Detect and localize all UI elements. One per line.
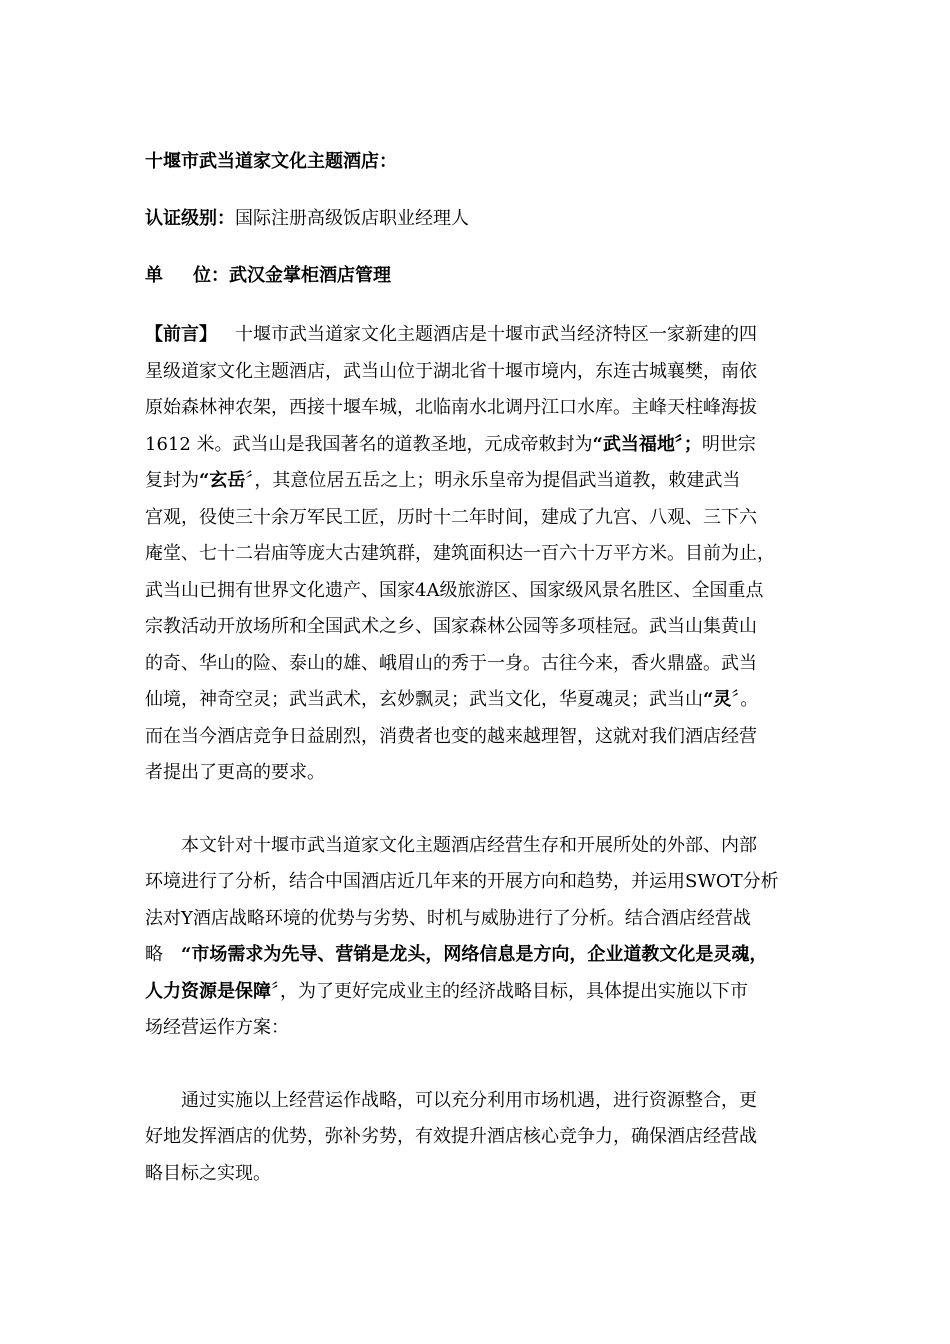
analysis-line-6: 场经营运作方案：	[145, 1017, 289, 1038]
preface-line-8: 武当山已拥有世界文化遗产、国家4A级旅游区、国家级风景名胜区、全国重点	[145, 579, 764, 601]
preface-line-10: 的奇、华山的险、泰山的雄、峨眉山的秀于一身。古往今来，香火鼎盛。武当	[145, 652, 757, 674]
preface-line-11	[145, 682, 810, 719]
unit-label-a: 单	[145, 265, 163, 286]
bold-phrase: “武当福地〞；	[592, 433, 702, 455]
preface-tag: 【前言】	[145, 324, 217, 345]
analysis-text: 略	[145, 944, 163, 965]
strategy-slogan: “市场需求为先导、营销是龙头，网络信息是方向，企业道教文化是灵魂，	[181, 944, 768, 965]
bold-phrase: “灵	[703, 689, 732, 710]
preface-line-3: 原始森林神农架，西接十堰车城，北临南水北调丹江口水库。主峰天柱峰海拔	[145, 397, 757, 418]
strategy-slogan-end: 人力资源是保障	[145, 980, 271, 1002]
unit-line	[145, 262, 810, 290]
preface-line-9: 宗教活动开放场所和全国武术之乡、国家森林公园等多项桂冠。武当山集黄山	[145, 616, 757, 637]
preface-line-2: 星级道家文化主题酒店，武当山位于湖北省十堰市境内，东连古城襄樊，南依	[145, 360, 757, 382]
preface-text: 复封为	[145, 470, 199, 491]
conclusion-line-1: 通过实施以上经营运作战略，可以充分利用市场机遇，进行资源整合，更	[181, 1089, 757, 1111]
analysis-line-1: 本文针对十堰市武当道家文化主题酒店经营生存和开展所处的外部、内部	[181, 834, 757, 856]
analysis-line-3: 法对Y酒店战略环境的优势与劣势、时机与威胁进行了分析。结合酒店经营战	[145, 907, 751, 929]
certification-label: 认证级别：	[145, 208, 235, 229]
analysis-paragraph	[145, 828, 810, 1047]
preface-line-1	[145, 317, 810, 354]
document-title: 十堰市武当道家文化主题酒店：	[145, 151, 397, 172]
certification-value: 国际注册高级饭店职业经理人	[235, 208, 469, 229]
analysis-text: 〞，为了更好完成业主的经济战略目标，具体提出实施以下市	[271, 980, 748, 1002]
preface-line-7: 庵堂、七十二岩庙等庞大古建筑群，建筑面积达一百六十万平方米。目前为止，	[145, 543, 775, 564]
preface-line-5	[145, 463, 810, 500]
conclusion-line-3: 略目标之实现。	[145, 1162, 271, 1184]
preface-line-13: 者提出了更高的要求。	[145, 762, 325, 783]
document-page	[145, 148, 810, 1192]
unit-value: 武汉金掌柜酒店管理	[229, 265, 391, 286]
preface-text: 〞，其意位居五岳之上；明永乐皇帝为提倡武当道教，敕建武当	[245, 470, 741, 491]
analysis-line-4	[145, 937, 810, 974]
preface-line-6: 宫观，役使三十余万军民工匠，历时十二年时间，建成了九宫、八观、三下六	[145, 506, 757, 528]
preface-text: 〞。	[731, 689, 759, 710]
preface-line-4	[145, 427, 810, 464]
preface-text: 十堰市武当道家文化主题酒店是十堰市武当经济特区一家新建的四	[235, 324, 757, 345]
certification-line	[145, 205, 810, 233]
preface-text: 1612 米。武当山是我国著名的道教圣地，元成帝敕封为	[145, 433, 593, 455]
preface-paragraph	[145, 317, 810, 792]
preface-text: 明世宗	[701, 433, 756, 455]
analysis-line-5	[145, 974, 810, 1011]
preface-text: 仙境，神奇空灵；武当武术，玄妙飘灵；武当文化，华夏魂灵；武当山	[145, 689, 703, 710]
conclusion-line-2: 好地发挥酒店的优势，弥补劣势，有效提升酒店核心竞争力，确保酒店经营战	[145, 1126, 757, 1147]
analysis-line-2: 环境进行了分析，结合中国酒店近几年来的开展方向和趋势，并运用SWOT分析	[145, 871, 779, 892]
bold-phrase: “玄岳	[199, 470, 246, 491]
conclusion-paragraph	[145, 1083, 810, 1193]
unit-label-b: 位：	[193, 265, 229, 286]
preface-line-12: 而在当今酒店竞争日益剧烈，消费者也变的越来越理智，这就对我们酒店经营	[145, 725, 757, 747]
